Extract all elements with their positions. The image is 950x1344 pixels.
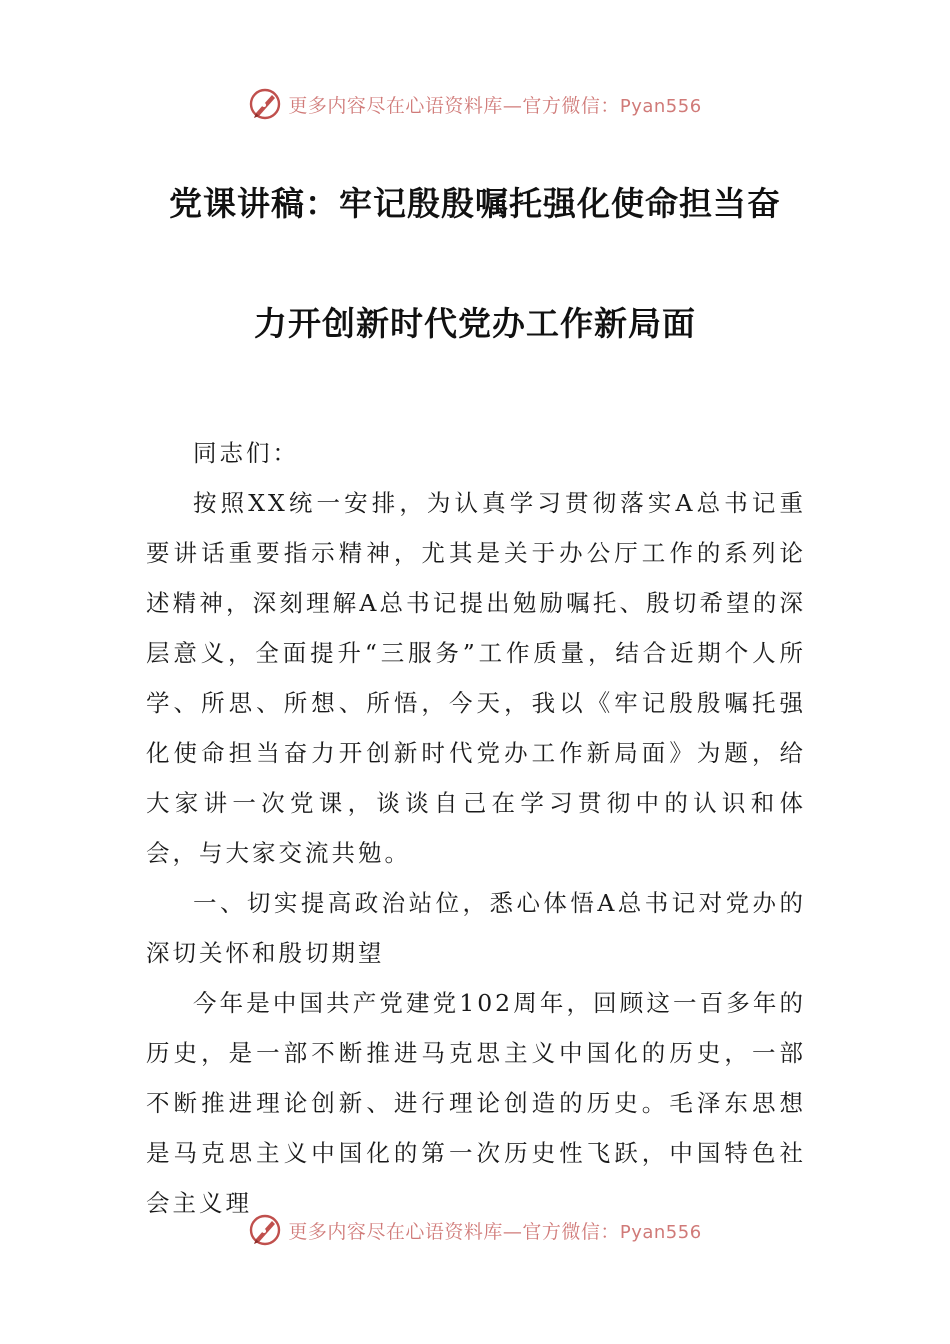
pen-logo-icon (248, 87, 282, 121)
paragraph-intro: 按照XX统一安排，为认真学习贯彻落实A总书记重要讲话重要指示精神，尤其是关于办公厅工作的系列论述精神，深刻理解A总书记提出勉励嘱托、殷切希望的深层意义，全面提升“三服务”工作质量，结合近期个人所学、所思、所想、所悟，今天，我以《牢记殷殷嘱托强化使命担当奋力开创新时代党办工作新局面》为题，给大家讲一次党课，谈谈自己在学习贯彻中的认识和体会，与大家交流共勉。 (146, 489, 806, 867)
header-watermark (0, 84, 950, 124)
salutation: 同志们： (193, 439, 299, 467)
footer-watermark (0, 1210, 950, 1250)
pen-logo-icon (248, 1213, 282, 1247)
document-title-line-2: 力开创新时代党办工作新局面 (254, 304, 696, 343)
paragraph-history: 今年是中国共产党建党102周年，回顾这一百多年的历史，是一部不断推进马克思主义中国化的历史，一部不断推进理论创新、进行理论创造的历史。毛泽东思想是马克思主义中国化的第一次历史性飞跃，中国特色社会主义理 (146, 989, 806, 1217)
section-heading-1: 一、切实提高政治站位，悉心体悟A总书记对党办的深切关怀和殷切期望 (146, 889, 806, 967)
watermark-text: 更多内容尽在心语资料库—官方微信：Pyan556 (288, 1220, 702, 1243)
document-title-line-1: 党课讲稿：牢记殷殷嘱托强化使命担当奋 (169, 184, 781, 223)
watermark-text: 更多内容尽在心语资料库—官方微信：Pyan556 (288, 94, 702, 117)
document-body (146, 428, 806, 1228)
